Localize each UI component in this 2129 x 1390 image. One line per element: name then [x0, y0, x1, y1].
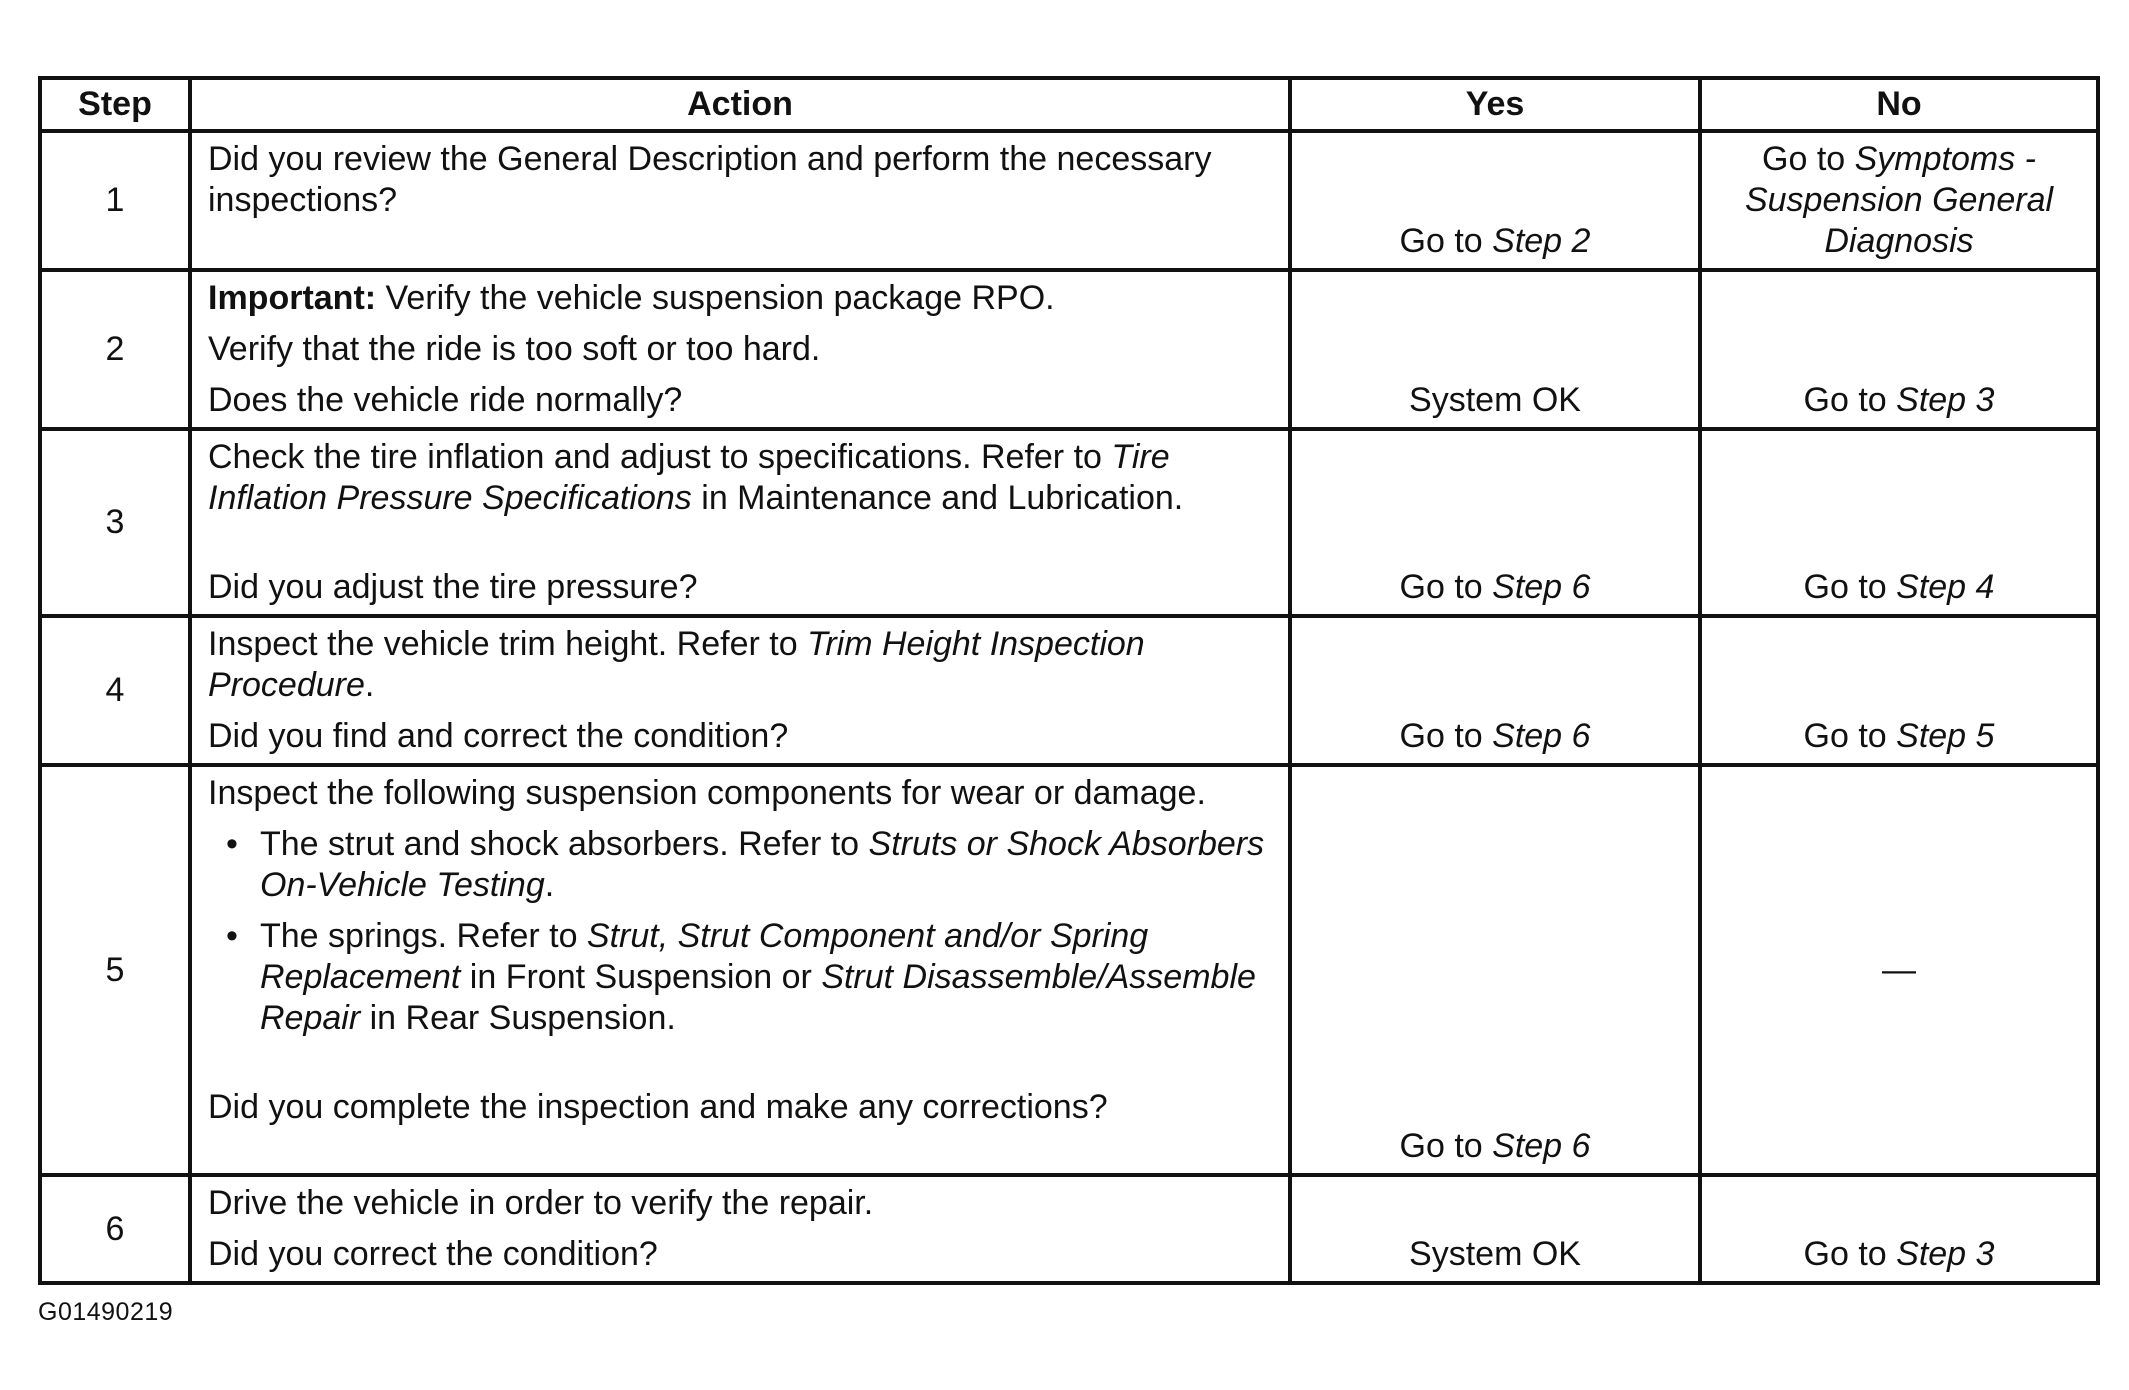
list-item-text: in Rear Suspension.: [360, 999, 676, 1037]
no-prefix: Go to: [1803, 1235, 1897, 1273]
yes-step-link[interactable]: Step 6: [1492, 568, 1591, 606]
struts-testing-link[interactable]: Struts or Shock Absorbers On-Vehicle Testing: [260, 825, 1265, 904]
yes-prefix: Go to: [1399, 717, 1493, 755]
yes-step-link[interactable]: Step 6: [1492, 717, 1591, 755]
yes-cell: [1290, 429, 1700, 616]
figure-id: G01490219: [38, 1298, 174, 1326]
important-label: Important:: [208, 279, 377, 317]
no-prefix: Go to: [1803, 568, 1897, 606]
yes-prefix: Go to: [1399, 1127, 1493, 1165]
list-item: [260, 824, 1274, 906]
no-cell: —: [1700, 765, 2098, 1175]
action-text: Did you review the General Description and perform the necessary inspections?: [208, 140, 1212, 219]
no-step-link[interactable]: Step 3: [1896, 381, 1995, 419]
table-row: [40, 270, 2098, 429]
yes-cell: System OK: [1290, 270, 1700, 429]
no-step-link[interactable]: Step 4: [1896, 568, 1995, 606]
action-cell: [190, 1175, 1290, 1283]
header-step: Step: [40, 78, 190, 131]
diagnostic-table: [38, 76, 2100, 1285]
header-no: No: [1700, 78, 2098, 131]
action-text-part: Check the tire inflation and adjust to specifications. Refer to: [208, 438, 1112, 476]
action-question: Does the vehicle ride normally?: [208, 381, 683, 419]
no-cell: [1700, 1175, 2098, 1283]
yes-cell: [1290, 765, 1700, 1175]
no-cell: [1700, 270, 2098, 429]
action-text: [208, 437, 1274, 519]
step-number: 2: [40, 270, 190, 429]
table-row: [40, 616, 2098, 765]
action-cell: [190, 131, 1290, 270]
action-text: Drive the vehicle in order to verify the repair.: [208, 1184, 874, 1222]
table-body: [40, 131, 2098, 1283]
step-number: 5: [40, 765, 190, 1175]
step-number: 4: [40, 616, 190, 765]
no-prefix: Go to: [1803, 381, 1897, 419]
component-list: [208, 824, 1274, 1039]
table-row: [40, 131, 2098, 270]
no-cell: [1700, 616, 2098, 765]
yes-cell: System OK: [1290, 1175, 1700, 1283]
action-question: Did you complete the inspection and make any corrections?: [208, 1088, 1108, 1126]
no-prefix: Go to: [1762, 140, 1855, 178]
yes-cell: [1290, 131, 1700, 270]
action-text: Inspect the following suspension components for wear or damage.: [208, 774, 1206, 812]
no-symptoms-link[interactable]: Symptoms - Suspension General Diagnosis: [1744, 140, 2054, 260]
table-row: [40, 765, 2098, 1175]
no-cell: [1700, 429, 2098, 616]
step-number: 3: [40, 429, 190, 616]
step-number: 6: [40, 1175, 190, 1283]
header-row: [40, 78, 2098, 131]
table-row: [40, 1175, 2098, 1283]
table-row: [40, 429, 2098, 616]
tire-inflation-link[interactable]: Tire Inflation Pressure Specifications: [208, 438, 1170, 517]
strut-repair-link[interactable]: Strut Disassemble/Assemble Repair: [260, 958, 1256, 1037]
action-cell: [190, 429, 1290, 616]
list-item-text: .: [544, 866, 555, 904]
action-question: Did you find and correct the condition?: [208, 717, 789, 755]
yes-prefix: Go to: [1399, 222, 1493, 260]
action-text: [208, 624, 1274, 706]
yes-cell: [1290, 616, 1700, 765]
no-step-link[interactable]: Step 3: [1896, 1235, 1995, 1273]
step-number: 1: [40, 131, 190, 270]
strut-replacement-link[interactable]: Strut, Strut Component and/or Spring Replacement: [260, 917, 1149, 996]
no-cell: [1700, 131, 2098, 270]
table-header: [40, 78, 2098, 131]
no-step-link[interactable]: Step 5: [1896, 717, 1995, 755]
action-cell: [190, 765, 1290, 1175]
list-item-text: The springs. Refer to: [260, 917, 587, 955]
list-item: [260, 916, 1274, 1039]
action-text-part: in Maintenance and Lubrication.: [691, 479, 1184, 517]
action-text: Verify that the ride is too soft or too hard.: [208, 330, 821, 368]
list-item-text: The strut and shock absorbers. Refer to: [260, 825, 869, 863]
action-question: Did you correct the condition?: [208, 1235, 658, 1273]
important-note: [208, 278, 1274, 319]
yes-step-link[interactable]: Step 6: [1492, 1127, 1591, 1165]
action-question: Did you adjust the tire pressure?: [208, 568, 698, 606]
header-action: Action: [190, 78, 1290, 131]
important-text: Verify the vehicle suspension package RPO.: [376, 279, 1055, 317]
yes-step-link[interactable]: Step 2: [1492, 222, 1591, 260]
no-prefix: Go to: [1803, 717, 1897, 755]
action-cell: [190, 270, 1290, 429]
action-text-part: .: [364, 666, 375, 704]
trim-height-link[interactable]: Trim Height Inspection Procedure: [208, 625, 1145, 704]
action-text-part: Inspect the vehicle trim height. Refer to: [208, 625, 808, 663]
header-yes: Yes: [1290, 78, 1700, 131]
action-cell: [190, 616, 1290, 765]
list-item-text: in Front Suspension or: [460, 958, 822, 996]
yes-prefix: Go to: [1399, 568, 1493, 606]
